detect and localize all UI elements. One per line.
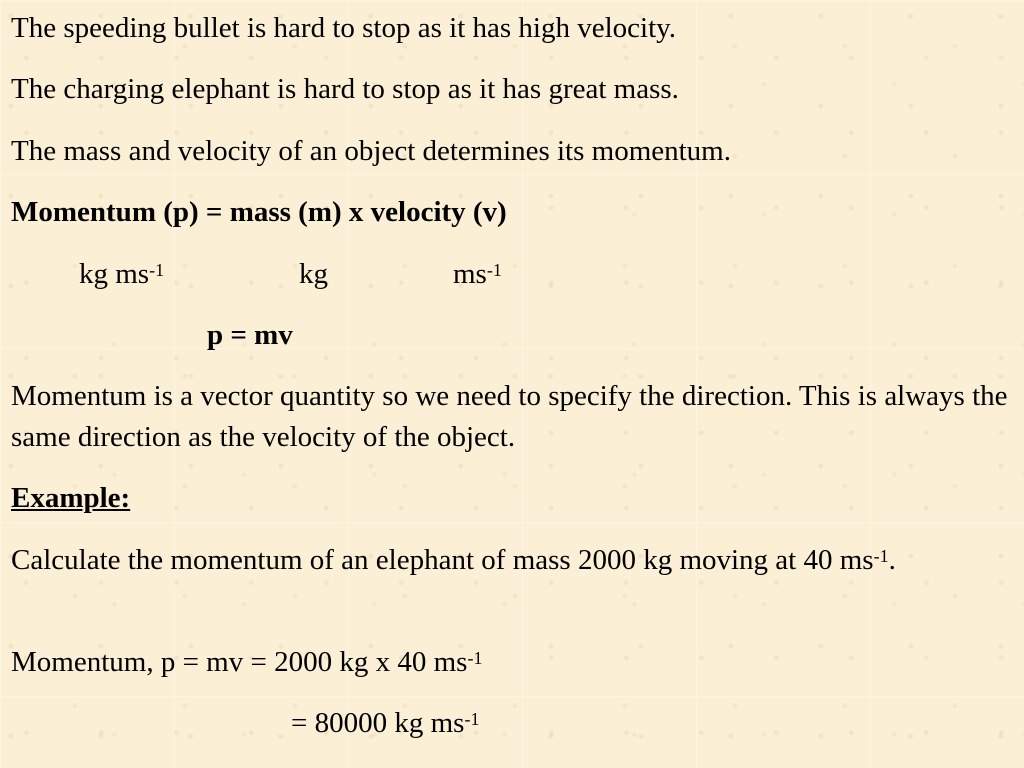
bullet-velocity-text: The speeding bullet is hard to stop as it has high velocity. [11, 12, 677, 44]
momentum-determinants-text: The mass and velocity of an object determines its momentum. [11, 135, 731, 167]
units-row [0, 254, 1024, 295]
momentum-formula: p = mv [207, 319, 293, 351]
velocity-unit: $ms^{-1}$ [453, 258, 502, 290]
example-answer-result: = 80000 kg $ms^{-1}$ [291, 707, 480, 739]
elephant-mass-text: The charging elephant is hard to stop as it has great mass. [11, 73, 679, 105]
example-answer-step1: Momentum, p = mv = 2000 kg x 40 $ms^{-1}$ [11, 646, 483, 678]
example-heading: Example: [11, 482, 131, 514]
momentum-unit: kg $ms^{-1}$ [79, 258, 165, 290]
example-question: Calculate the momentum of an elephant of mass 2000 kg moving at 40 $ms^{-1}$. [11, 544, 896, 576]
momentum-definition: Momentum (p) = mass (m) x velocity (v) [11, 196, 507, 228]
vector-quantity-text: Momentum is a vector quantity so we need to specify the direction. This is always the same direction as the velocity of the object. [11, 380, 1008, 453]
mass-unit: kg [299, 258, 328, 290]
